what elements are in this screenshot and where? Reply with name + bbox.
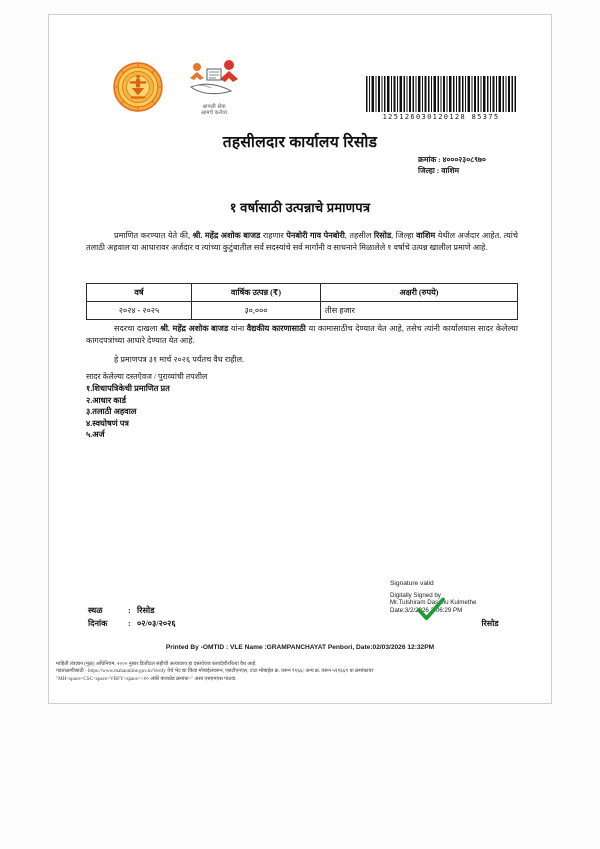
para1-text-e: येथील अर्जदार आहेत. त्यांचे तलाठी अहवाल या आधारावर अर्जदार व त्यांच्या कुटुंबातील सर्व सदस्यांचे सर्व मार्गांनी व साधनाने मिळालेले १ वर्षाचे उत्पन्न खालील प्रमाणे आहे. (86, 231, 518, 253)
signature-valid-text: Signature valid (390, 580, 434, 587)
document-meta (418, 154, 558, 176)
barcode-number: 125126030120128 85375 (382, 113, 500, 121)
place-value: रिसोड (137, 606, 155, 615)
list-item: ५.अर्ज (86, 430, 105, 440)
cell-annual-income: ३०,००० (192, 302, 321, 320)
kramank-label: क्रमांक (418, 155, 437, 164)
legal-disclaimer (56, 661, 576, 683)
date-row (88, 617, 176, 630)
documents-list (86, 383, 170, 441)
cell-year: २०२४ - २०२५ (87, 302, 192, 320)
disclaimer-line-1: माहिती तंत्रज्ञान (मूळ) अधिनियम, २००० नुसार डिजीटल सहीची अत्यावश्य हा दस्तऐवज कायदेशीररित्या वैध आहे. (56, 661, 257, 667)
aaple-sarkar-logo-block (175, 59, 253, 115)
applicant-name-2: श्री. महेंद्र अशोक बाजड (160, 324, 229, 333)
para1-text-b: राहणार (260, 231, 287, 240)
table-row (87, 302, 518, 320)
aaple-sarkar-caption-line1: आपली सेवा (202, 104, 226, 110)
maharashtra-state-emblem-icon (112, 61, 164, 113)
document-header (49, 15, 553, 121)
column-header-year: वर्ष (87, 284, 192, 302)
printed-by-suffix: : VLE Name :GRAMPANCHAYAT Penbori, Date:02/03/2026 12:32PM (224, 644, 435, 651)
certificate-paragraph-1 (86, 230, 518, 255)
purpose-text: वैद्यकीय कारणासाठी (246, 324, 306, 333)
date-label: दिनांक (88, 619, 108, 628)
certificate-title: १ वर्षासाठी उत्पन्नाचे प्रमाणपत्र (229, 200, 371, 215)
barcode-icon (365, 76, 517, 112)
date-value: ०२/०३/२०२६ (137, 619, 176, 628)
signature-designation-place: रिसोड (481, 619, 499, 628)
place-date-block (88, 604, 176, 630)
village-name: पेनबोरी गाव पेनबोरी (286, 231, 345, 240)
jilha-sep: : (436, 166, 442, 175)
documents-heading: सादर केलेल्या दस्तऐवज / पुराव्यांची तपशील (86, 372, 208, 381)
column-header-annual-income: वार्षिक उत्पन्न (₹) (192, 284, 321, 302)
kramank-sep: : (438, 155, 443, 164)
para2-text-c: या कामासाठीच देण्यात येत आहे, तसेच त्यांनी कार्यालयास सादर केलेल्या कागदपत्रांच्या आधारे देण्यात येत आहे. (86, 324, 518, 346)
place-row (88, 604, 176, 617)
aaple-sarkar-caption-line2: आमचे कर्तव्य (200, 110, 228, 117)
para2-text-a: सदरचा दाखला (114, 324, 161, 333)
list-item: ४.स्वघोषणं पत्र (86, 418, 129, 428)
date-sep: : (128, 619, 131, 628)
signature-line-1: Digitally Signed by (390, 592, 441, 599)
list-item: २.आधार कार्ड (86, 395, 127, 405)
place-label: स्थळ (88, 606, 103, 615)
para1-text-c: , तहसील (344, 231, 374, 240)
printed-by-prefix: Printed By (165, 644, 201, 651)
jilha-row (418, 165, 558, 176)
page-title: तहसीलदार कार्यालय रिसोड (222, 134, 378, 151)
para1-text-d: , जिल्हा (391, 231, 417, 240)
para2-text-b: यांना (228, 324, 247, 333)
disclaimer-line-3: "MH<space>CSC<space>VRFY<space><२० अंकी बारकोड क्रमांक>" असा एसएमएस पाठवा. (56, 675, 237, 682)
jilha-label: जिल्हा (418, 166, 435, 175)
column-header-in-words: अक्षरी (रुपये) (321, 284, 518, 302)
list-item: ३.तलाठी अहवाल (86, 407, 137, 417)
income-table (86, 283, 518, 320)
barcode-block (361, 76, 521, 121)
certificate-paragraph-2 (86, 323, 518, 348)
signature-line-3: Date:3/2/2026 3:06:29 PM (390, 606, 463, 614)
kramank-value: ४०००२३०८९७० (442, 155, 486, 164)
kramank-row (418, 154, 558, 165)
green-check-icon (416, 597, 446, 623)
aaple-sarkar-logo-icon (177, 59, 251, 99)
place-sep: : (128, 606, 131, 615)
printed-by-footer (48, 644, 552, 651)
table-header-row (87, 284, 518, 302)
disclaimer-line-2: पडताळणीसाठी - https://www.mahaonline.gov.in/Verify येथे भेट द्या किंवा मोबाईलवरून, एसटीएनएल, टाटा मोबाईल क्र. वरून ९१६६/ अन्य क्र. वरून ५११६६९ या क्रमांकावर (56, 668, 374, 675)
district-name: वाशिम (416, 231, 436, 240)
tahsil-name: रिसोड (373, 231, 392, 240)
certificate-validity: हे प्रमाणपत्र ३१ मार्च २०२६ पर्यंतच वैध राहील. (114, 355, 245, 364)
signature-line-2: Mr.Tulshiram Dasanu Kulmethe (390, 599, 477, 607)
digital-signature-block (390, 580, 520, 614)
jilha-value: वाशिम (441, 166, 460, 175)
para1-text-a: प्रमाणित करण्यात येते की, (114, 231, 193, 240)
list-item: १.शिधापत्रिकेची प्रमाणित प्रत (86, 384, 170, 393)
printed-by-omid: -OMTID (200, 644, 225, 651)
applicant-name: श्री. महेंद्र अशोक बाजड (192, 231, 261, 240)
cell-in-words: तीस हजार (321, 302, 518, 320)
